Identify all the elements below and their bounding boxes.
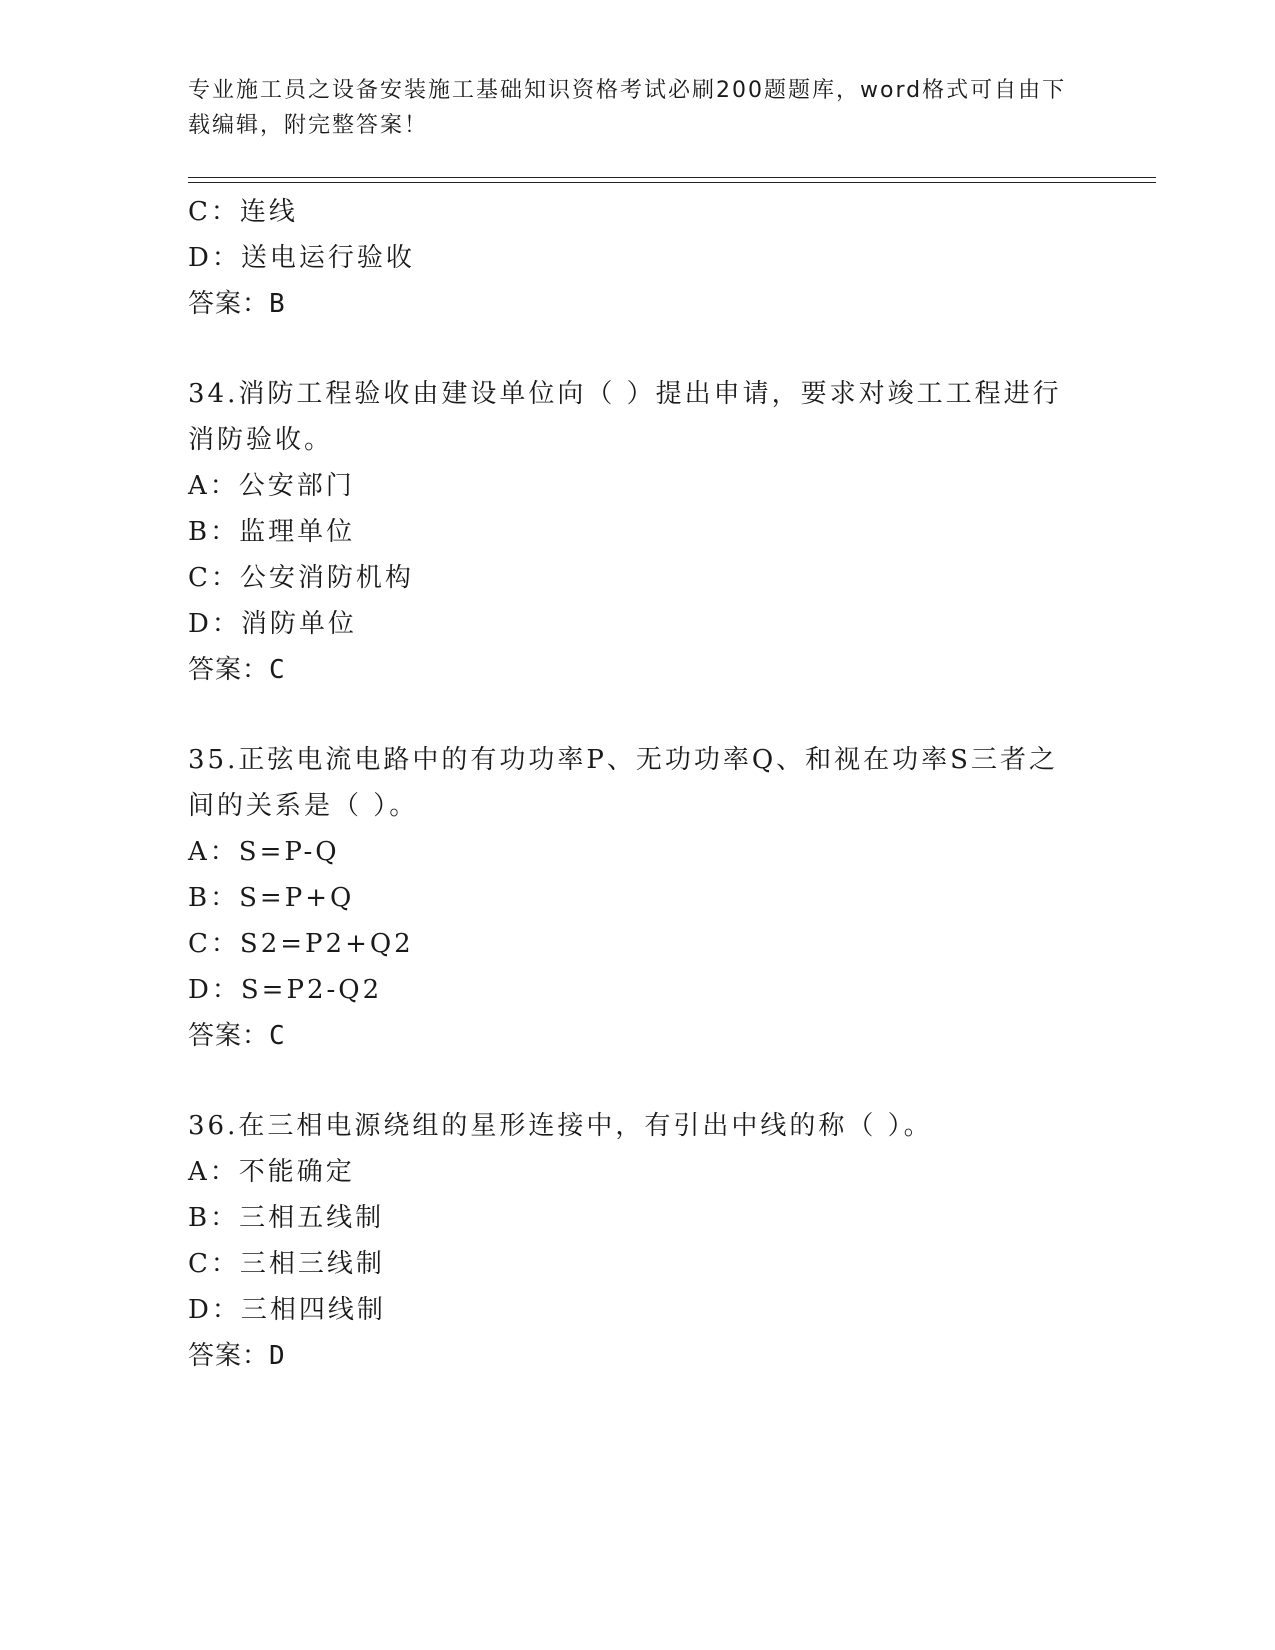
header-divider-bottom [188,182,1156,183]
question-stem: 35.正弦电流电路中的有功功率P、无功功率Q、和视在功率S三者之间的关系是（ ）。 [188,745,1058,821]
option-c: C：S2=P2+Q2 [188,929,414,959]
question-35 [188,737,1068,1059]
option-a: A：S=P-Q [188,837,340,867]
answer-line: 答案：D [188,1341,286,1371]
option-d: D：送电运行验收 [188,243,415,273]
question-stem: 34.消防工程验收由建设单位向（ ）提出申请，要求对竣工工程进行消防验收。 [188,379,1062,455]
option-d: D：三相四线制 [188,1295,386,1325]
option-d: D：消防单位 [188,609,357,639]
previous-question-tail [188,189,1068,327]
option-a: A：不能确定 [188,1157,355,1187]
answer-line: 答案：C [188,655,286,685]
option-c: C：连线 [188,197,298,227]
option-b: B：三相五线制 [188,1203,385,1233]
answer-line: 答案：B [188,289,286,319]
option-c: C：公安消防机构 [188,563,414,593]
answer-line: 答案：C [188,1021,286,1051]
option-b: B：监理单位 [188,517,356,547]
question-stem: 36.在三相电源绕组的星形连接中，有引出中线的称（ ）。 [188,1111,933,1141]
question-36 [188,1103,1068,1379]
question-list [188,189,1068,1379]
option-c: C：三相三线制 [188,1249,385,1279]
option-d: D：S=P2-Q2 [188,975,383,1005]
question-34 [188,371,1068,693]
document-header: 专业施工员之设备安装施工基础知识资格考试必刷200题题库，word格式可自由下载编辑，附完整答案！ [188,78,1067,138]
option-b: B：S=P+Q [188,883,355,913]
header-divider-top [188,177,1156,178]
option-a: A：公安部门 [188,471,355,501]
